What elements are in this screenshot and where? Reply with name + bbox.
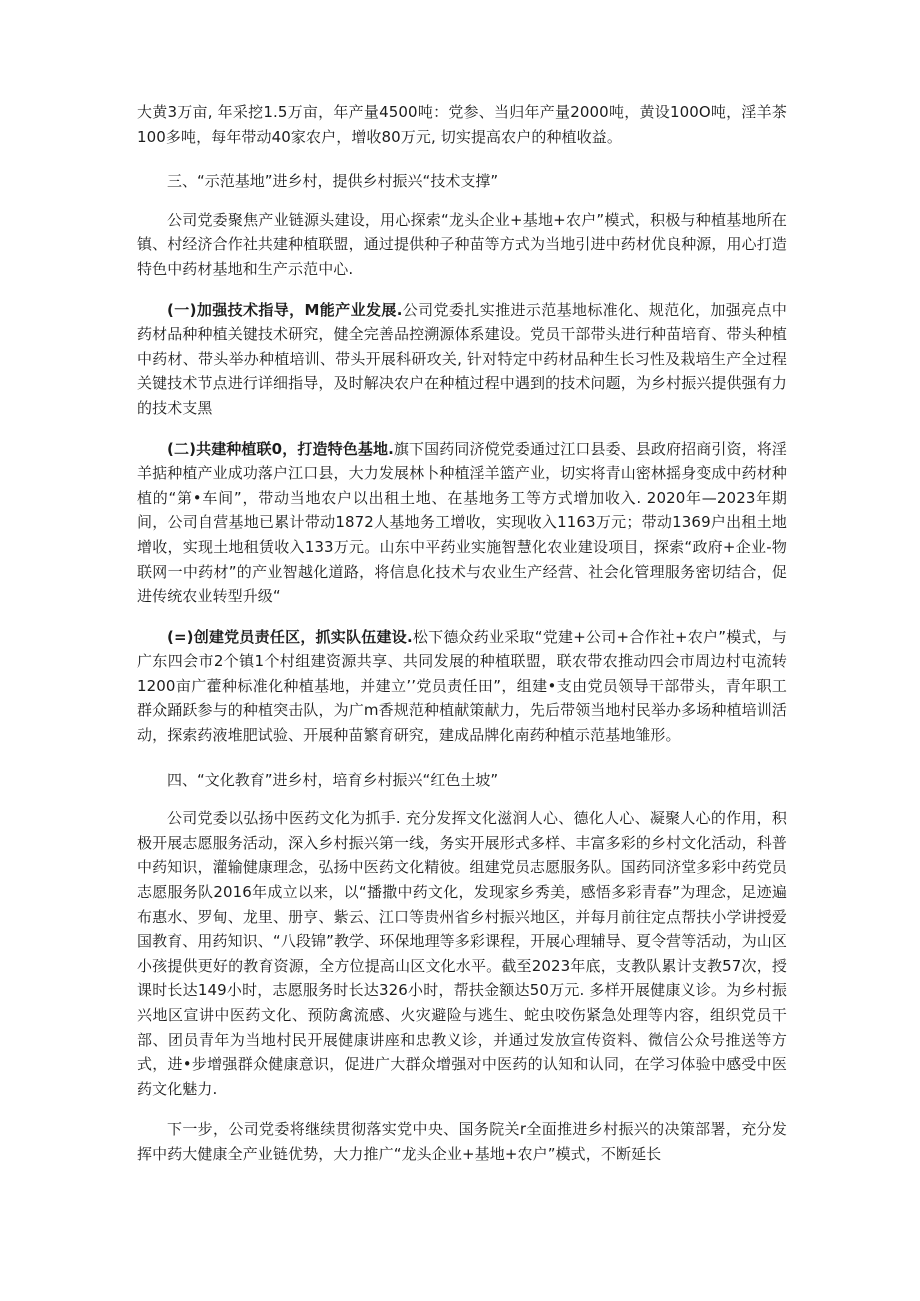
- section-heading-4: 四、“文化教育”进乡村，培育乡村振兴“红色土坡”: [167, 770, 499, 789]
- subheading-planting-alliance: (二)共建种植联0，打造特色基地.: [167, 439, 394, 458]
- document-page: [137, 100, 787, 1167]
- section-heading-3: 三、“示范基地”进乡村，提供乡村振兴“技术支撑”: [167, 172, 499, 191]
- subheading-party-responsibility: (=)创建党员责任区，抓实队伍建设.: [167, 627, 413, 646]
- paragraph-planting-alliance-body: 旗下国药同济傥党委通过江口县委、县政府招商引资，将淫羊掂种植产业成功落户江口县，大力发展林卜种植淫羊篮产业，切实将青山密林摇身变成中药材种植的“第•车间”，带动当地农户以出租土地、在基地务工等方式增加收入. 2020年—2023年期间，公司自营基地已累计带动1872人基地务工增收，实现收入1163万元；带动1369户出租土地增收，实现土地租赁收入133万元。山东中平药业实施智慧化农业建设项目，探索“政府+企业-物联网一中药材”的产业智越化道路，将信息化技术与农业生产经营、社会化管理服务密切结合，促进传统农业转型升级“: [137, 439, 787, 606]
- paragraph-base-intro: 公司党委聚焦产业链源头建设，用心探索“龙头企业+基地+农户”模式，积极与种植基地所在镇、村经济合作社共建种植联盟，通过提供种子种苗等方式为当地引进中药材优良种源，用心打造特色中药材基地和生产示范中心.: [137, 210, 787, 278]
- subheading-technical-guidance: (一)加强技术指导，M能产业发展.: [167, 300, 403, 319]
- paragraph-next-steps: 下一步，公司党委将继续贯彻落实党中央、国务院关r全面推进乡村振兴的决策部署，充分发挥中药大健康全产业链优势，大力推广“龙头企业+基地+农户”模式，不断延长: [137, 1120, 787, 1163]
- paragraph-planting-alliance: [137, 437, 787, 609]
- paragraph-party-responsibility-body: 松下德众药业采取“党建+公司+合作社+农户”模式，与广东四会市2个镇1个村组建资源共享、共同发展的种植联盟，联农带农推动四会市周边村屯流转1200亩广藿种标准化种植基地，并建立’’党员责任田”，组建•支由党员领导干部带头，青年职工群众踊跃参与的种植突击队，为广m香规范种植献策献力，先后带领当地村民举办多场种植培训活动，探索药液堆肥试验、开展种苗繁育研究，建成品牌化南药种植示范基地雏形。: [137, 627, 787, 745]
- paragraph-technical-guidance: [137, 298, 787, 421]
- paragraph-production-stats: 大黄3万亩, 年采挖1.5万亩，年产量4500吨：党参、当归年产量2000吨，黄设100O吨，淫羊茶100多吨，每年带动40家农户，增收80万元, 切实提高农户的种植收益。: [137, 103, 787, 146]
- paragraph-culture-education: 公司党委以弘扬中医药文化为抓手. 充分发挥文化滋润人心、德化人心、凝聚人心的作用，积极开展志愿服务活动，深入乡村振兴第一线，务实开展形式多样、丰富多彩的乡村文化活动，科普中药知识，灌输健康理念，弘扬中医药文化精彼。组建党员志愿服务队。国药同济堂多彩中药党员志愿服务队2016年成立以来，以“播撒中药文化，发现家乡秀美，感悟多彩青春”为理念，足迹遍布惠水、罗甸、龙里、册亨、紫云、江口等贵州省乡村振兴地区，并每月前往定点帮扶小学讲授爱国教育、用药知识、“八段锦”教学、环保地理等多彩课程，开展心理辅导、夏令营等活动，为山区小孩提供更好的教育资源，全方位提高山区文化水平。截至2023年底，支教队累计支教57次，授课时长达149小时，志愿服务时长达326小时，帮扶金额达50万元. 多样开展健康义诊。为乡村振兴地区宣讲中医药文化、预防禽流感、火灾避险与逃生、蛇虫咬伤紧急处理等内容，组织党员干部、团员青年为当地村民开展健康讲座和忠教义诊，并通过发放宣传资料、微信公众号推送等方式，进•步增强群众健康意识，促进广大群众增强对中医药的认知和认同，在学习体验中感受中医药文化魅力.: [137, 809, 787, 1098]
- paragraph-party-responsibility: [137, 625, 787, 748]
- paragraph-technical-guidance-body: 公司党委扎实推进示范基地标准化、规范化，加强亮点中药材品种种植关键技术研究，健全完善品控溯源体系建设。党员干部带头进行种苗培育、带头种植中药材、带头举办种植培训、带头开展科研攻关, 针对特定中药材品种生长习性及栽培生产全过程关键技术节点进行详细指导，及时解决农户在种植过程中遇到的技术问题，为乡村振兴提供强有力的技术支黑: [137, 300, 787, 417]
